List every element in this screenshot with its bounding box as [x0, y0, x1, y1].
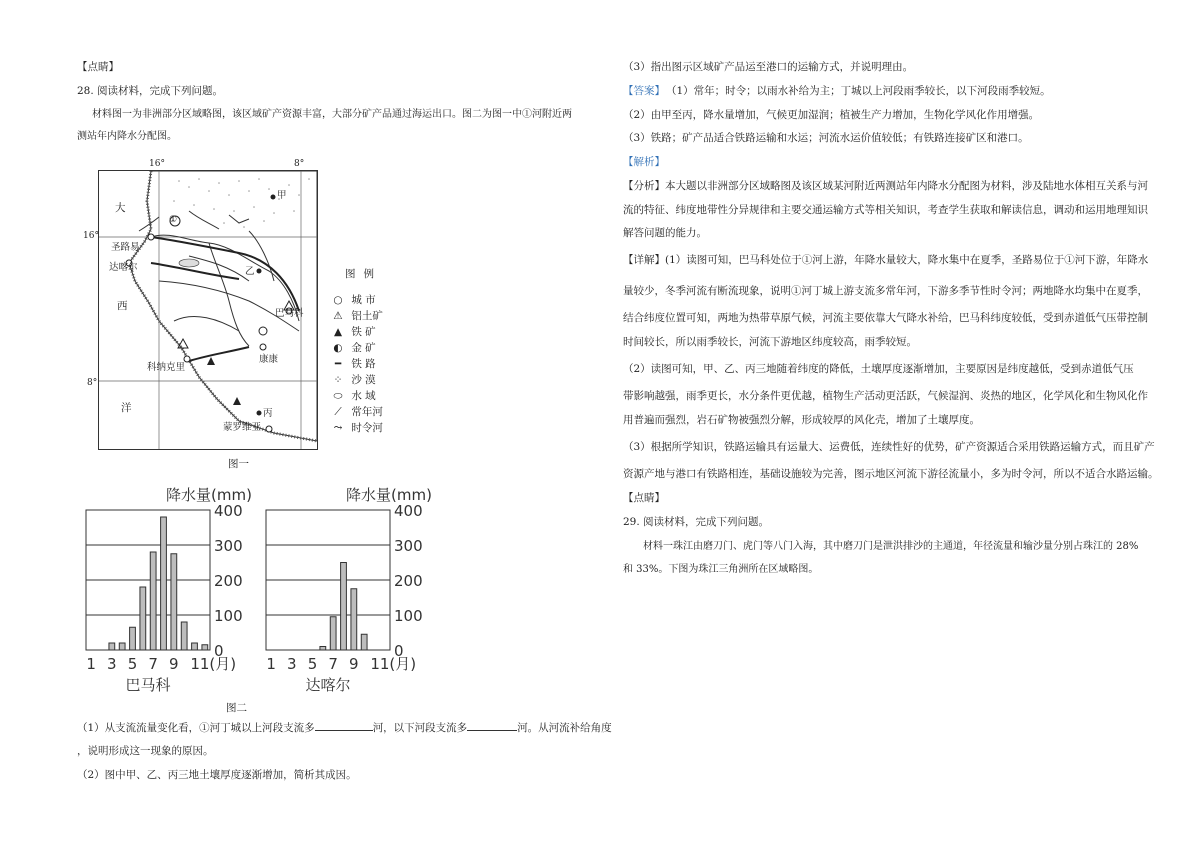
bar: [119, 643, 125, 650]
ocean-label-2: 西: [117, 300, 128, 312]
iron-symbol-icon: ▲: [333, 326, 343, 338]
bar: [150, 552, 156, 650]
bar: [330, 617, 336, 650]
chart-title: 降水量(mm): [166, 486, 252, 504]
city-monrovia: 蒙罗维亚: [223, 422, 262, 433]
legend-title: 图例: [345, 268, 382, 280]
q29-title: 29. 阅读材料，完成下列问题。: [623, 516, 770, 528]
y-tick-label: 100: [394, 607, 423, 625]
q29-material-line2: 和 33%。下图为珠江三角洲所在区域略图。: [623, 564, 819, 575]
city-bamako: 巴马科: [275, 308, 304, 319]
detail2-line3: 用普遍而强烈，岩石矿物被强烈分解，形成较厚的风化壳，增加了土壤厚度。: [623, 414, 980, 426]
q28-title: 28. 阅读材料，完成下列问题。: [77, 85, 224, 97]
lon-8-label: 8°: [294, 159, 305, 169]
blank-2: [467, 730, 517, 731]
x-tick-label: 5: [127, 655, 138, 673]
detail-line1: 【详解】(1）读图可知，巴马科处位于①河上游，年降水量较大，降水集中在夏季，圣路易位于①河下游，年降水: [623, 254, 1149, 266]
africa-region-map: [83, 159, 318, 450]
y-tick-label: 300: [394, 537, 423, 555]
ocean-label-3: 洋: [121, 402, 132, 414]
x-tick-label: 3: [107, 655, 117, 673]
x-tick-label: 11(月): [370, 655, 417, 673]
q28-part1: [77, 721, 612, 735]
analysis-line3: 解答问题的能力。: [623, 227, 707, 239]
bar: [192, 643, 198, 650]
bar: [171, 554, 177, 650]
legend-label: 城 市: [351, 294, 376, 306]
bar: [361, 634, 367, 650]
dakar-precipitation-chart: [258, 484, 440, 694]
bar: [161, 517, 167, 650]
legend-item: [328, 388, 376, 402]
city-dakar: 达喀尔: [109, 262, 138, 273]
q28-part3: （3）指出图示区域矿产品运至港口的运输方式，并说明理由。: [623, 61, 914, 73]
x-tick-label: 3: [287, 655, 297, 673]
legend-item: [328, 292, 376, 306]
bauxite-symbol-icon: ⚠: [333, 310, 343, 322]
legend-label: 时令河: [351, 422, 383, 434]
desert-symbol-icon: ⁘: [333, 374, 343, 386]
place-yi: 乙: [245, 266, 255, 277]
water-symbol-icon: ⬭: [333, 390, 343, 402]
bar: [351, 589, 357, 650]
x-tick-label: 1: [266, 655, 276, 673]
place-bing: 丙: [263, 408, 273, 419]
legend-item: [328, 308, 383, 322]
x-tick-label: 5: [307, 655, 318, 673]
answer-tag: 【答案】: [623, 85, 665, 97]
figure-2-caption: 图二: [226, 702, 247, 714]
q29-material-line1: 材料一珠江由磨刀门、虎门等八门入海，其中磨刀门是泄洪排沙的主通道，年径流量和输沙量分别占珠江的 28%: [643, 541, 1139, 552]
city-conakry: 科纳克里: [147, 362, 186, 373]
chart-title: 降水量(mm): [346, 486, 432, 504]
ocean-label-1: 大: [115, 202, 126, 214]
gold-symbol-icon: ◐: [333, 342, 343, 354]
y-tick-label: 400: [394, 502, 423, 520]
lat-16-label: 16°: [83, 231, 99, 241]
x-tick-label: 1: [86, 655, 96, 673]
bar: [202, 645, 208, 650]
seasonal-river-symbol-icon: ⤳: [333, 422, 343, 434]
bamako-precipitation-chart: [78, 484, 260, 694]
legend-label: 金 矿: [351, 342, 376, 354]
detail2-line1: （2）读图可知，甲、乙、丙三地随着纬度的降低，土壤厚度逐渐增加，主要原因是纬度越低，受到赤道低气压: [623, 363, 1134, 375]
detail3-line2: 资源产地与港口有铁路相连，基础设施较为完善，图示地区河流下游径流量小，多为时令河，所以不适合水路运输。: [623, 468, 1159, 480]
legend-item: [328, 404, 383, 418]
railway-symbol-icon: ━: [334, 358, 342, 370]
q28-part1-text-a: （1）从支流流量变化看，①河丁城以上河段支流多: [77, 722, 315, 734]
tip-heading: 【点睛】: [77, 61, 119, 73]
legend-item: [328, 356, 376, 370]
city-saint-louis: 圣路易: [111, 242, 140, 253]
analysis-tag: 【解析】: [623, 156, 665, 168]
lat-8-label: 8°: [87, 378, 98, 388]
detail-line3: 结合纬度位置可知，两地为热带草原气候，河流主要依靠大气降水补给，巴马科纬度较低，受到赤道低气压带控制: [623, 312, 1148, 324]
tip-heading-right: 【点睛】: [623, 492, 665, 504]
lon-16-label: 16°: [149, 159, 165, 169]
x-tick-label: 9: [349, 655, 359, 673]
q28-part1-text-b: 河，以下河段支流多: [372, 722, 468, 734]
legend-item: [328, 324, 376, 338]
y-tick-label: 200: [214, 572, 243, 590]
y-tick-label: 100: [214, 607, 243, 625]
y-tick-label: 400: [214, 502, 243, 520]
legend-label: 沙 漠: [351, 374, 376, 386]
detail-line4: 时间较长，所以雨季较长，河流下游地区纬度较高，雨季较短。: [623, 336, 917, 348]
legend-item: [328, 420, 383, 434]
detail3-line1: （3）根据所学知识，铁路运输具有运量大、运费低，连续性好的优势，矿产资源适合采用铁路运输方式，而且矿产: [623, 441, 1155, 453]
q28-part1-text-c: 河。从河流补给角度: [517, 722, 612, 734]
bar: [140, 587, 146, 650]
q28-intro-line1: 材料图一为非洲部分区域略图，该区域矿产资源丰富，大部分矿产品通过海运出口。图二为图一中①河附近两: [92, 109, 572, 120]
bar: [130, 627, 136, 650]
station-name: 达喀尔: [305, 676, 351, 694]
place-jia: 甲: [277, 190, 287, 201]
answer-3: （3）铁路；矿产品适合铁路运输和水运；河流水运价值较低；有铁路连接矿区和港口。: [623, 132, 1029, 144]
y-tick-label: 0: [394, 642, 404, 660]
figure-1-caption: 图一: [228, 458, 249, 470]
legend-label: 铁 矿: [351, 326, 376, 338]
bar: [341, 563, 347, 651]
x-tick-label: 7: [148, 655, 158, 673]
perennial-river-symbol-icon: ⟋: [334, 406, 342, 418]
q28-part2: （2）图中甲、乙、丙三地土壤厚度逐渐增加，简析其成因。: [77, 769, 357, 781]
legend-label: 铝土矿: [351, 310, 383, 322]
legend-label: 常年河: [351, 406, 383, 418]
q28-part1-cont: ，说明形成这一现象的原因。: [77, 745, 214, 757]
analysis-line1: 【分析】本大题以非洲部分区域略图及该区域某河附近两测站年内降水分配图为材料，涉及陆地水体相互关系与河: [623, 180, 1148, 192]
y-tick-label: 0: [214, 642, 224, 660]
bar: [109, 643, 115, 650]
answer-1: （1）常年；时令；以雨水补给为主；丁城以上河段雨季较长，以下河段雨季较短。: [666, 85, 1051, 97]
bar: [181, 622, 187, 650]
city-symbol-icon: ○: [333, 294, 343, 306]
analysis-line2: 流的特征、纬度地带性分异规律和主要交通运输方式等相关知识，考查学生获取和解读信息，调动和运用地理知识: [623, 204, 1148, 216]
river-1-marker: ①: [169, 215, 178, 225]
x-tick-label: 7: [328, 655, 338, 673]
legend-label: 铁 路: [351, 358, 376, 370]
x-tick-label: 9: [169, 655, 179, 673]
answer-2: （2）由甲至丙，降水量增加，气候更加湿润；植被生产力增加，生物化学风化作用增强。: [623, 109, 1040, 121]
y-tick-label: 200: [394, 572, 423, 590]
bar: [320, 647, 326, 651]
q28-intro-line2: 测站年内降水分配图。: [77, 131, 177, 142]
detail-line2: 量较少，冬季河流有断流现象，说明①河丁城上游支流多常年河，下游多季节性时令河；两地降水均集中在夏季，: [623, 285, 1148, 297]
detail2-line2: 带影响越强，雨季更长，水分条件更优越，植物生产活动更活跃，气候湿润、炎热的地区，化学风化和生物风化作: [623, 390, 1148, 402]
x-tick-label: 11(月): [190, 655, 237, 673]
blank-1: [315, 730, 373, 731]
legend-item: [328, 372, 376, 386]
legend-label: 水 域: [351, 390, 376, 402]
legend-item: [328, 340, 376, 354]
station-name: 巴马科: [125, 676, 171, 694]
y-tick-label: 300: [214, 537, 243, 555]
city-kankan: 康康: [259, 354, 279, 365]
